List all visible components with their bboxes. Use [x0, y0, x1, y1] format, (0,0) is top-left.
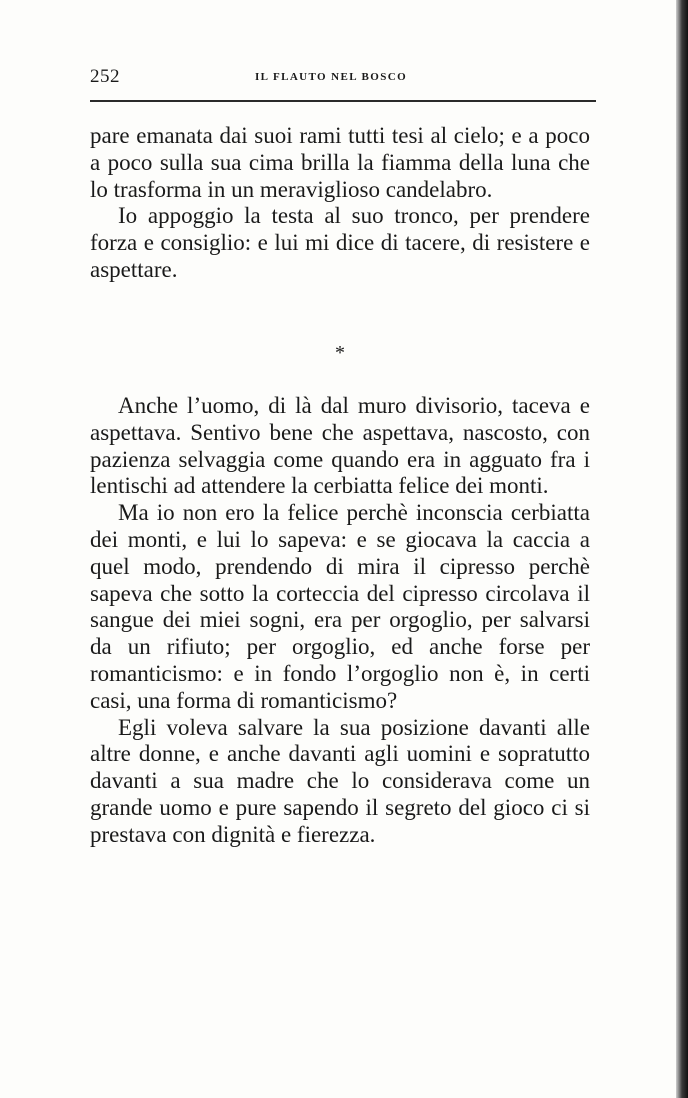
- paragraph: Ma io non ero la felice perchè inconscia cerbiatta dei monti, e lui lo sapeva: e se giocava la caccia a quel modo, prendendo di mira il cipresso perchè sapeva che sotto la corteccia del cipresso circolava il sangue dei miei sogni, era per orgoglio, per salvarsi da un rifiuto; per orgoglio, ed anche forse per romanticismo: e in fondo l’orgoglio non è, in certi casi, una forma di romanticismo?: [90, 500, 590, 713]
- text-block-top: [90, 123, 590, 284]
- running-head: [90, 66, 596, 92]
- paragraph: Anche l’uomo, di là dal muro divisorio, taceva e aspettava. Sentivo bene che aspettava, nascosto, con pazienza selvaggia come quando era in agguato fra i lentischi ad attendere la cerbiatta felice dei monti.: [90, 393, 590, 499]
- text-block-bottom: [90, 393, 590, 849]
- running-title: IL FLAUTO NEL BOSCO: [255, 71, 408, 83]
- page-binding-edge: [676, 0, 688, 1098]
- header-rule: [90, 100, 596, 102]
- paragraph: Egli voleva salvare la sua posizione davanti alle altre donne, e anche davanti agli uomini e sopratutto davanti a sua madre che lo considerava come un grande uomo e pure sapendo il segreto del gioco ci si prestava con dignità e fierezza.: [90, 714, 590, 847]
- paragraph: pare emanata dai suoi rami tutti tesi al cielo; e a poco a poco sulla sua cima brilla la fiamma della luna che lo trasforma in un meraviglioso candelabro.: [90, 123, 590, 202]
- paragraph: Io appoggio la testa al suo tronco, per prendere forza e consiglio: e lui mi dice di tacere, di resistere e aspettare.: [90, 203, 590, 282]
- section-separator: *: [335, 342, 345, 364]
- page-number: 252: [90, 66, 120, 87]
